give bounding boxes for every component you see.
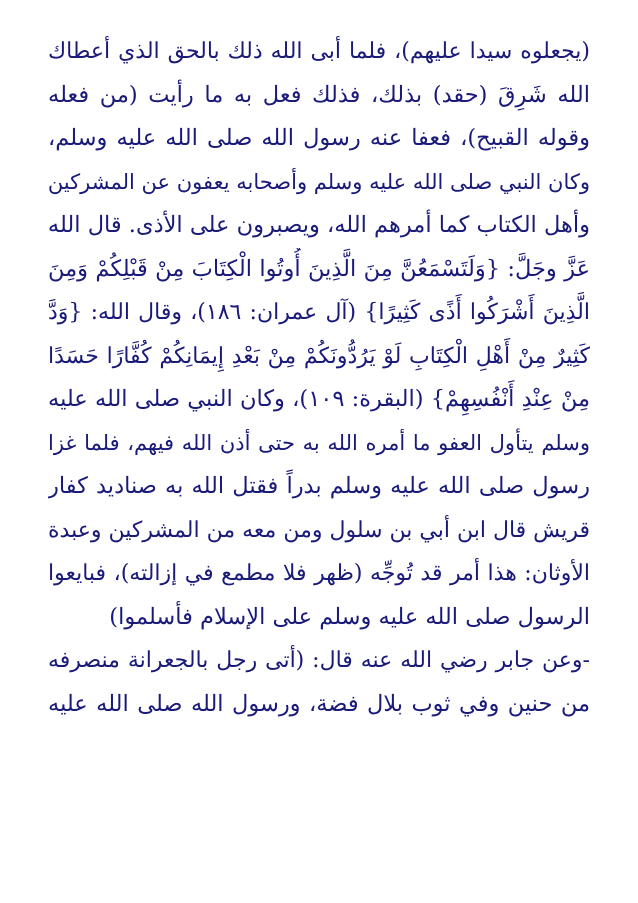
document-page <box>48 30 590 830</box>
text-line-5: وأهل الكتاب كما أمرهم الله، ويصبرون على الأذى. قال الله <box>48 212 590 238</box>
text-line-16: من حنين وفي ثوب بلال فضة، ورسول الله صلى الله عليه <box>48 690 590 717</box>
text-line-4: وكان النبي صلى الله عليه وسلم وأصحابه يعفون عن المشركين <box>48 169 590 194</box>
text-line-9: مِنْ عِنْدِ أَنْفُسِهِمْ} (البقرة: ١٠٩)، وكان النبي صلى الله عليه <box>48 386 590 412</box>
text-line-3: وقوله القبيح)، فعفا عنه رسول الله صلى الله عليه وسلم، <box>48 125 590 151</box>
text-line-7: الَّذِينَ أَشْرَكُوا أَذًى كَثِيرًا} (آل عمران: ١٨٦)، وقال الله: {وَدَّ <box>48 300 590 325</box>
text-line-8: كَثِيرٌ مِنْ أَهْلِ الْكِتَابِ لَوْ يَرُدُّونَكُمْ مِنْ بَعْدِ إِيمَانِكُمْ كُفَّارًا حَسَدًا <box>48 343 590 369</box>
text-line-6: عَزَّ وجَلَّ: {وَلَتَسْمَعُنَّ مِنَ الَّذِينَ أُوتُوا الْكِتَابَ مِنْ قَبْلِكُمْ وَمِنَ <box>48 255 590 282</box>
text-line-15: -وعن جابر رضي الله عنه قال: (أتى رجل بالجعرانة منصرفه <box>48 648 590 673</box>
text-line-1: (يجعلوه سيدا عليهم)، فلما أبى الله ذلك بالحق الذي أعطاك <box>48 39 590 64</box>
text-line-11: رسول صلى الله عليه وسلم بدراً فقتل الله به صناديد كفار <box>48 473 590 499</box>
text-line-2: الله شَرِقَ (حقد) بذلك، فذلك فعل به ما رأيت (من فعله <box>48 81 590 108</box>
text-line-12: قريش قال ابن أبي بن سلول ومن معه من المشركين وعبدة <box>48 517 590 543</box>
text-line-14: الرسول صلى الله عليه وسلم على الإسلام فأسلموا) <box>109 603 590 630</box>
text-line-10: وسلم يتأول العفو ما أمره الله به حتى أذن الله فيهم، فلما غزا <box>48 430 590 455</box>
text-line-13: الأوثان: هذا أمر قد تُوجِّه (ظهر فلا مطمع في إزالته)، فبايعوا <box>48 561 590 586</box>
